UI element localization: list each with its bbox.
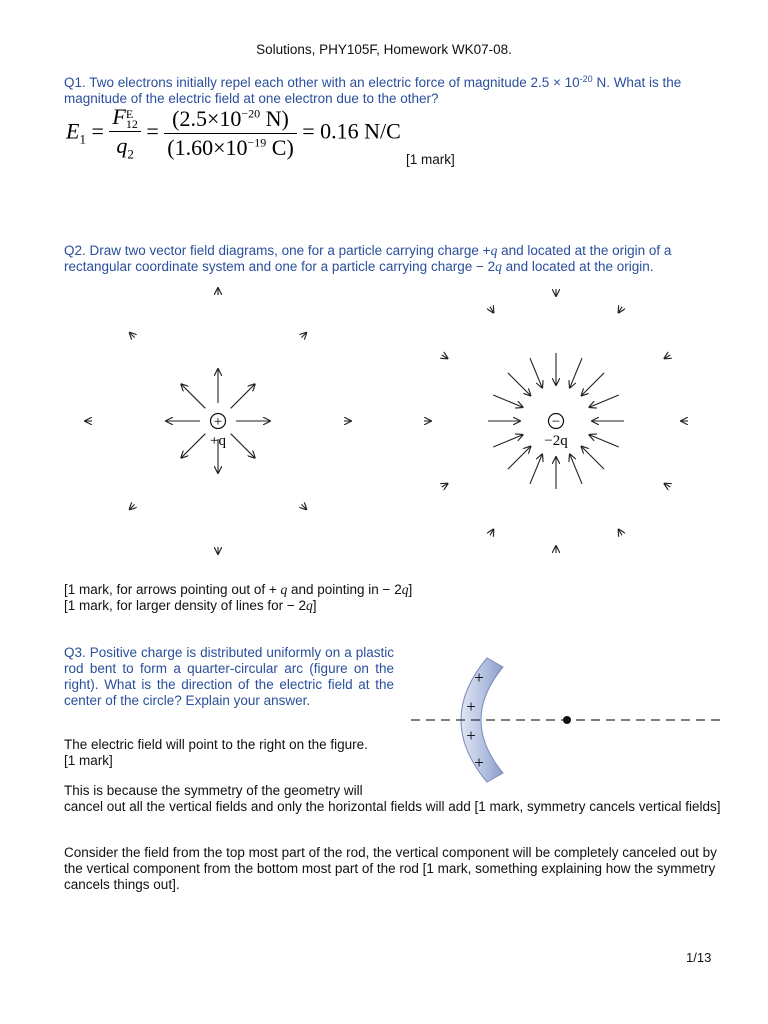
- q3-text: Q3. Positive charge is distributed uniformly on a plastic rod bent to form a quarter-circular arc (figure on the right). What is the direction of the electric field at the center of the circle? Explain your answer.: [64, 645, 394, 708]
- field-arrow-pos-outer: [301, 504, 306, 509]
- page-number: 1/13: [686, 950, 712, 965]
- field-arrow-pos-inner: [231, 384, 255, 408]
- field-arrow-neg-outer: [619, 529, 623, 535]
- q3-answer-2-line2: cancel out all the vertical fields and only the horizontal fields will add [1 mark, symmetry cancels vertical fields]: [64, 799, 721, 814]
- field-arrow-neg-outer: [664, 355, 670, 359]
- eq-num-mantissa: (2.5×10: [172, 105, 242, 131]
- positive-charge-label: +q: [210, 433, 226, 449]
- field-arrow-pos-inner: [181, 434, 205, 458]
- eq-f-sub: 12: [125, 116, 138, 131]
- field-arrow-neg-inner: [530, 454, 542, 484]
- eq-num-unit: N): [260, 105, 289, 131]
- q1-text-a: Q1. Two electrons initially repel each other with an electric force of magnitude 2.5 × 10: [64, 75, 580, 90]
- positive-charge-symbol: +: [213, 414, 223, 430]
- field-arrow-neg-inner: [570, 358, 582, 388]
- q2-mark2-var: q: [305, 598, 313, 613]
- q3-answer-1-mark: [1 mark]: [64, 753, 113, 768]
- q2-mark-2: [64, 598, 317, 614]
- q1-mark: [1 mark]: [406, 152, 455, 167]
- q1-text-exponent: -20: [579, 74, 593, 84]
- q2-mark1-c: ]: [408, 582, 413, 597]
- q2-mark1-b: and pointing in − 2: [287, 582, 402, 597]
- eq-lhs-sub: 1: [79, 131, 86, 147]
- field-arrow-neg-inner: [589, 395, 619, 407]
- eq-den-mantissa: (1.60×10: [167, 134, 248, 160]
- vector-field-diagrams: [60, 280, 720, 560]
- rod-charge-4: +: [474, 753, 484, 772]
- field-arrow-neg-inner: [508, 373, 531, 396]
- rod-charge-3: +: [466, 726, 476, 745]
- field-arrow-pos-outer: [130, 333, 135, 338]
- field-arrow-neg-inner: [582, 373, 605, 396]
- rod-charge-1: +: [474, 668, 484, 687]
- negative-charge-label: −2q: [544, 433, 568, 449]
- field-arrow-neg-outer: [664, 484, 670, 488]
- q2-text-a: Q2. Draw two vector field diagrams, one for a particle carrying charge +: [64, 243, 491, 258]
- q1-equation: $E_1$ = F E 12 $q_2$ = $\frac{(2.5\times 10^{-20} N)}{(1.60\times 10^{-19} C)}$ = 0.16 N/C: [66, 104, 401, 162]
- circle-center-point: [563, 716, 571, 724]
- page-header: Solutions, PHY105F, Homework WK07-08.: [256, 42, 512, 57]
- field-arrow-pos-inner: [231, 434, 255, 458]
- eq-f-sup: E: [125, 106, 134, 121]
- q3-answer-1: The electric field will point to the right on the figure.: [64, 737, 368, 752]
- q2-mark-1: [64, 582, 412, 598]
- q2-text-b: and located at the origin of a rectangular coordinate system and one for a particle carrying charge − 2: [64, 243, 672, 274]
- eq-fraction-symbolic: [109, 104, 140, 162]
- field-arrow-neg-inner: [493, 435, 523, 447]
- eq-lhs: E: [66, 118, 80, 144]
- field-arrow-neg-inner: [493, 395, 523, 407]
- field-arrow-pos-outer: [301, 333, 306, 338]
- field-arrow-neg-inner: [589, 435, 619, 447]
- negative-charge-symbol: −: [551, 414, 561, 430]
- q2-text-c: and located at the origin.: [501, 259, 654, 274]
- field-arrow-pos-inner: [181, 384, 205, 408]
- q1-text: [64, 71, 704, 107]
- q3-answer-3: Consider the field from the top most part of the rod, the vertical component will be completely canceled out by the vertical component from the bottom most part of the rod [1 mark, something explaining how the symmetry cancels things out].: [64, 845, 717, 892]
- field-arrow-pos-outer: [130, 504, 135, 509]
- eq-q: q: [116, 133, 128, 158]
- q2-mark2-a: [1 mark, for larger density of lines for − 2: [64, 598, 306, 613]
- q2-var-q-2: q: [495, 259, 502, 274]
- eq-num-exp: −20: [241, 106, 261, 121]
- field-arrow-neg-outer: [490, 307, 494, 313]
- field-arrow-neg-outer: [619, 307, 623, 313]
- field-arrow-neg-inner: [570, 454, 582, 484]
- field-arrow-neg-inner: [508, 447, 531, 470]
- eq-q-sub: 2: [127, 146, 134, 162]
- q2-mark2-b: ]: [312, 598, 317, 613]
- field-arrow-neg-outer: [442, 355, 448, 359]
- rod-figure: [405, 640, 730, 805]
- eq-den-exp: −19: [247, 135, 267, 150]
- rod-charge-2: +: [466, 697, 476, 716]
- q2-text: [64, 243, 724, 275]
- eq-result: = 0.16 N/C: [302, 118, 401, 144]
- field-arrow-neg-inner: [582, 447, 605, 470]
- eq-fraction-numeric: [164, 106, 297, 161]
- eq-den-unit: C): [266, 134, 294, 160]
- field-arrow-neg-outer: [490, 529, 494, 535]
- q2-var-q-1: q: [490, 243, 498, 258]
- q3-answer-2-line1: This is because the symmetry of the geometry will: [64, 783, 363, 798]
- q1-text-b: N. What is the magnitude of the electric field at one electron due to the other?: [64, 75, 682, 106]
- eq-f: F: [112, 104, 126, 129]
- q2-mark1-var-2: q: [401, 582, 409, 597]
- field-arrow-neg-outer: [442, 484, 448, 488]
- field-arrow-neg-inner: [530, 358, 542, 388]
- q2-mark1-a: [1 mark, for arrows pointing out of +: [64, 582, 281, 597]
- q2-mark1-var-1: q: [280, 582, 288, 597]
